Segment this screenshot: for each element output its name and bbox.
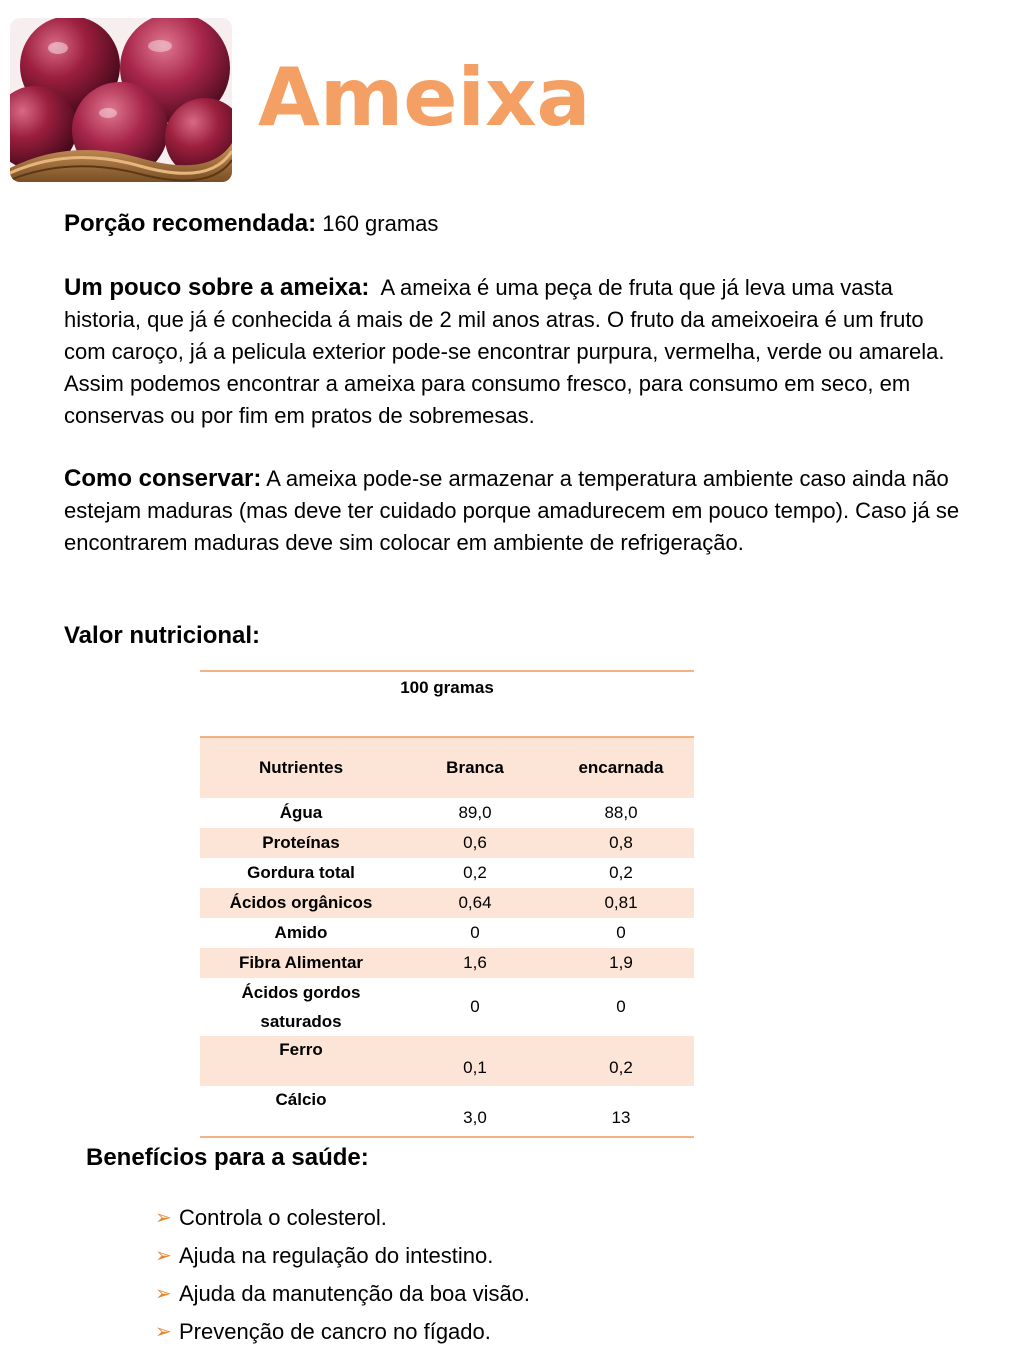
row-encarnada: 0 [616, 923, 626, 942]
table-row [200, 858, 694, 888]
arrow-bullet-icon: ➢ [155, 1321, 172, 1343]
row-branca: 3,0 [402, 1086, 548, 1137]
benefit-text: Prevenção de cancro no fígado. [179, 1319, 491, 1344]
row-name: Fibra Alimentar [200, 948, 402, 978]
table-row [200, 798, 694, 828]
benefit-text: Ajuda na regulação do intestino. [179, 1243, 494, 1268]
row-encarnada: 88,0 [604, 803, 638, 822]
about-text: A ameixa é uma peça de fruta que já leva uma vasta historia, que já é conhecida á mais de 2 mil anos atras. O fruto da ameixoeira é um fruto com caroço, já a pelicula exterior pode-se encontrar purpura, vermelha, verde ou amarela. Assim podemos encontrar a ameixa para consumo fresco, para consumo em seco, em conservas ou por fim em pratos de sobremesas. [64, 275, 945, 428]
list-item [155, 1240, 530, 1278]
table-row [200, 828, 694, 858]
row-name: Água [279, 803, 323, 822]
table-row [200, 918, 694, 948]
arrow-bullet-icon: ➢ [155, 1283, 172, 1305]
row-branca: 0,2 [463, 863, 487, 882]
row-name: Cálcio [200, 1086, 402, 1137]
table-header-row [200, 737, 694, 798]
about-label: Um pouco sobre a ameixa: [64, 274, 370, 301]
header-nutrientes: Nutrientes [200, 737, 402, 798]
page-title: Ameixa [258, 51, 591, 144]
row-name: Ácidos orgânicos [200, 888, 402, 918]
row-branca: 0 [470, 923, 480, 942]
conserve-label: Como conservar: [64, 465, 262, 492]
row-encarnada: 0,2 [548, 1036, 694, 1086]
row-branca: 0 [470, 997, 480, 1016]
nutrition-section [64, 620, 964, 652]
benefit-text: Controla o colesterol. [179, 1205, 387, 1230]
table-title: 100 gramas [200, 671, 694, 737]
header-branca: Branca [402, 737, 548, 798]
nutrition-label: Valor nutricional: [64, 622, 261, 649]
arrow-bullet-icon: ➢ [155, 1245, 172, 1267]
row-encarnada: 0 [616, 997, 626, 1016]
row-name: Amido [274, 923, 328, 942]
row-branca: 0,6 [402, 828, 548, 858]
row-encarnada: 13 [548, 1086, 694, 1137]
conserve-section [64, 463, 964, 559]
table-row [200, 1036, 694, 1086]
list-item [155, 1202, 530, 1240]
header-encarnada: encarnada [548, 737, 694, 798]
portion-section [64, 208, 964, 240]
about-section [64, 272, 964, 432]
row-name: Gordura total [247, 863, 355, 882]
row-encarnada: 1,9 [548, 948, 694, 978]
row-encarnada: 0,8 [548, 828, 694, 858]
row-name: Proteínas [200, 828, 402, 858]
benefits-label: Benefícios para a saúde: [86, 1144, 369, 1171]
arrow-bullet-icon: ➢ [155, 1207, 172, 1229]
benefit-text: Ajuda da manutenção da boa visão. [179, 1281, 531, 1306]
row-name: Ferro [200, 1036, 402, 1086]
portion-value: 160 gramas [322, 211, 439, 236]
row-branca: 1,6 [402, 948, 548, 978]
list-item [155, 1278, 530, 1316]
nutrition-table [200, 670, 694, 1138]
row-branca: 89,0 [458, 803, 492, 822]
row-encarnada: 0,2 [609, 863, 633, 882]
row-branca: 0,64 [402, 888, 548, 918]
table-row [200, 1086, 694, 1137]
conserve-text: A ameixa pode-se armazenar a temperatura ambiente caso ainda não estejam maduras (mas deve ter cuidado porque amadurecem em pouco tempo). Caso já se encontrarem maduras deve sim colocar em ambiente de refrigeração. [64, 466, 960, 555]
list-item [155, 1316, 530, 1354]
portion-label: Porção recomendada: [64, 210, 317, 237]
row-encarnada: 0,81 [548, 888, 694, 918]
table-row [200, 978, 694, 1036]
table-row [200, 948, 694, 978]
table-title-row [200, 671, 694, 737]
benefits-list [155, 1202, 530, 1354]
row-branca: 0,1 [402, 1036, 548, 1086]
plum-photo [10, 18, 232, 182]
table-row [200, 888, 694, 918]
row-name: Ácidos gordos saturados [241, 983, 361, 1031]
